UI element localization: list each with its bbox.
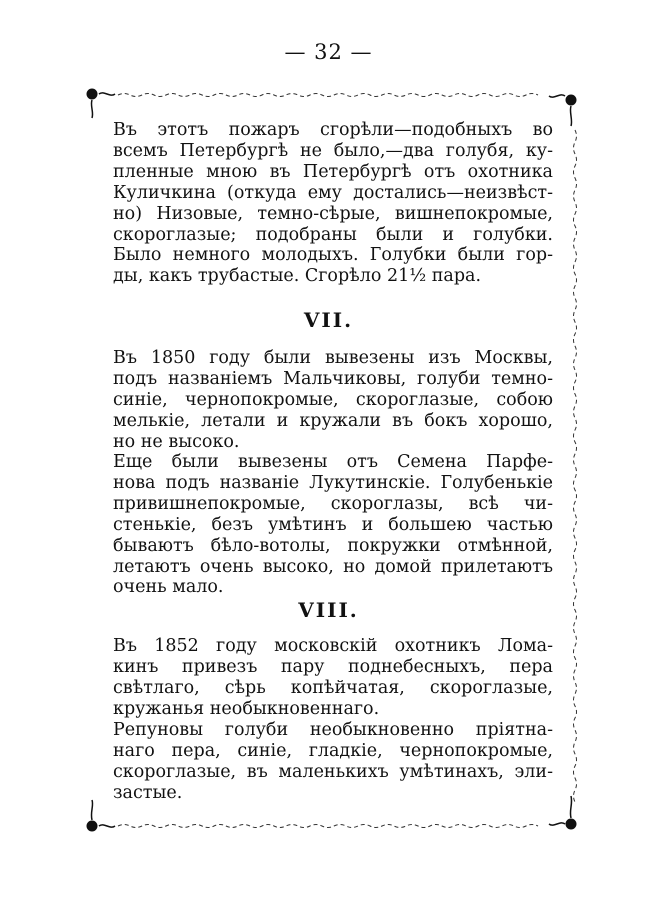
text-line: синіе, чернопокромые, скороглазые, собою xyxy=(113,389,553,410)
text-line: Въ этотъ пожаръ сгорѣли—подобныхъ во xyxy=(113,120,553,140)
text-line: Репуновы голуби необыкновенно пріятна- xyxy=(113,720,553,740)
text-line: скороглазые; подобраны были и голубки. xyxy=(113,224,553,245)
top-border-line xyxy=(118,94,538,97)
text-line: бываютъ бѣло-вотолы, покружки отмѣнной, xyxy=(113,535,553,556)
text-line: стенькіе, безъ умѣтинъ и большею частью xyxy=(113,514,553,535)
text-line: Еще были вывезены отъ Семена Парфе- xyxy=(113,452,553,472)
bottom-border-line xyxy=(118,825,538,828)
text-line: нова подъ названіе Лукутинскіе. Голубенькіе xyxy=(113,472,553,493)
text-line: застые. xyxy=(113,782,183,803)
text-line: Въ 1852 году московскій охотникъ Лома- xyxy=(113,636,553,656)
text-line: очень мало. xyxy=(113,577,224,598)
paragraph-1850 xyxy=(113,348,553,453)
text-line: свѣтлаго, сѣрь копѣйчатая, скороглазые, xyxy=(113,677,553,698)
paragraph-parfenov xyxy=(113,452,553,598)
corner-ornament-top-right xyxy=(566,95,576,105)
text-line: Было немного молодыхъ. Голубки были гор- xyxy=(113,245,553,266)
text-line: скороглазые, въ маленькихъ умѣтинахъ, эли- xyxy=(113,761,553,782)
section-heading-vii: VII. xyxy=(303,308,354,332)
text-line: пленные мною въ Петербургѣ отъ охотника xyxy=(113,161,553,182)
paragraph-fire xyxy=(113,120,553,287)
text-line: Куличкина (откуда ему достались—неизвѣст- xyxy=(113,182,553,203)
paragraph-1852 xyxy=(113,636,553,720)
text-line: привишнепокромые, скороглазы, всѣ чи- xyxy=(113,493,553,514)
paragraph-repunovy xyxy=(113,720,553,804)
corner-ornament-bottom-left xyxy=(87,821,97,831)
text-line: но) Низовые, темно-сѣрые, вишнепокромые, xyxy=(113,203,553,224)
text-line: но не высоко. xyxy=(113,431,240,452)
text-line: подъ названіемъ Мальчиковы, голуби темно- xyxy=(113,368,553,389)
text-line: ды, какъ трубастые. Сгорѣло 21½ пара. xyxy=(113,266,482,287)
text-line: мелькіе, летали и кружали въ бокъ хорошо, xyxy=(113,410,553,431)
text-line: летаютъ очень высоко, но домой прилетаютъ xyxy=(113,556,553,577)
corner-ornament-bottom-right xyxy=(566,819,576,829)
text-line: кружанья необыкновеннаго. xyxy=(113,698,380,719)
text-line: кинъ привезъ пару поднебесныхъ, пера xyxy=(113,656,553,677)
section-heading-viii: VIII. xyxy=(298,598,359,622)
corner-ornament-top-left xyxy=(87,89,97,99)
text-line: наго пера, синіе, гладкіе, чернопокромые, xyxy=(113,740,553,761)
text-line: Въ 1850 году были вывезены изъ Москвы, xyxy=(113,348,553,368)
right-border-line xyxy=(574,130,577,802)
text-line: всемъ Петербургѣ не было,—два голубя, ку- xyxy=(113,140,553,161)
page-number: — 32 — xyxy=(284,40,373,64)
